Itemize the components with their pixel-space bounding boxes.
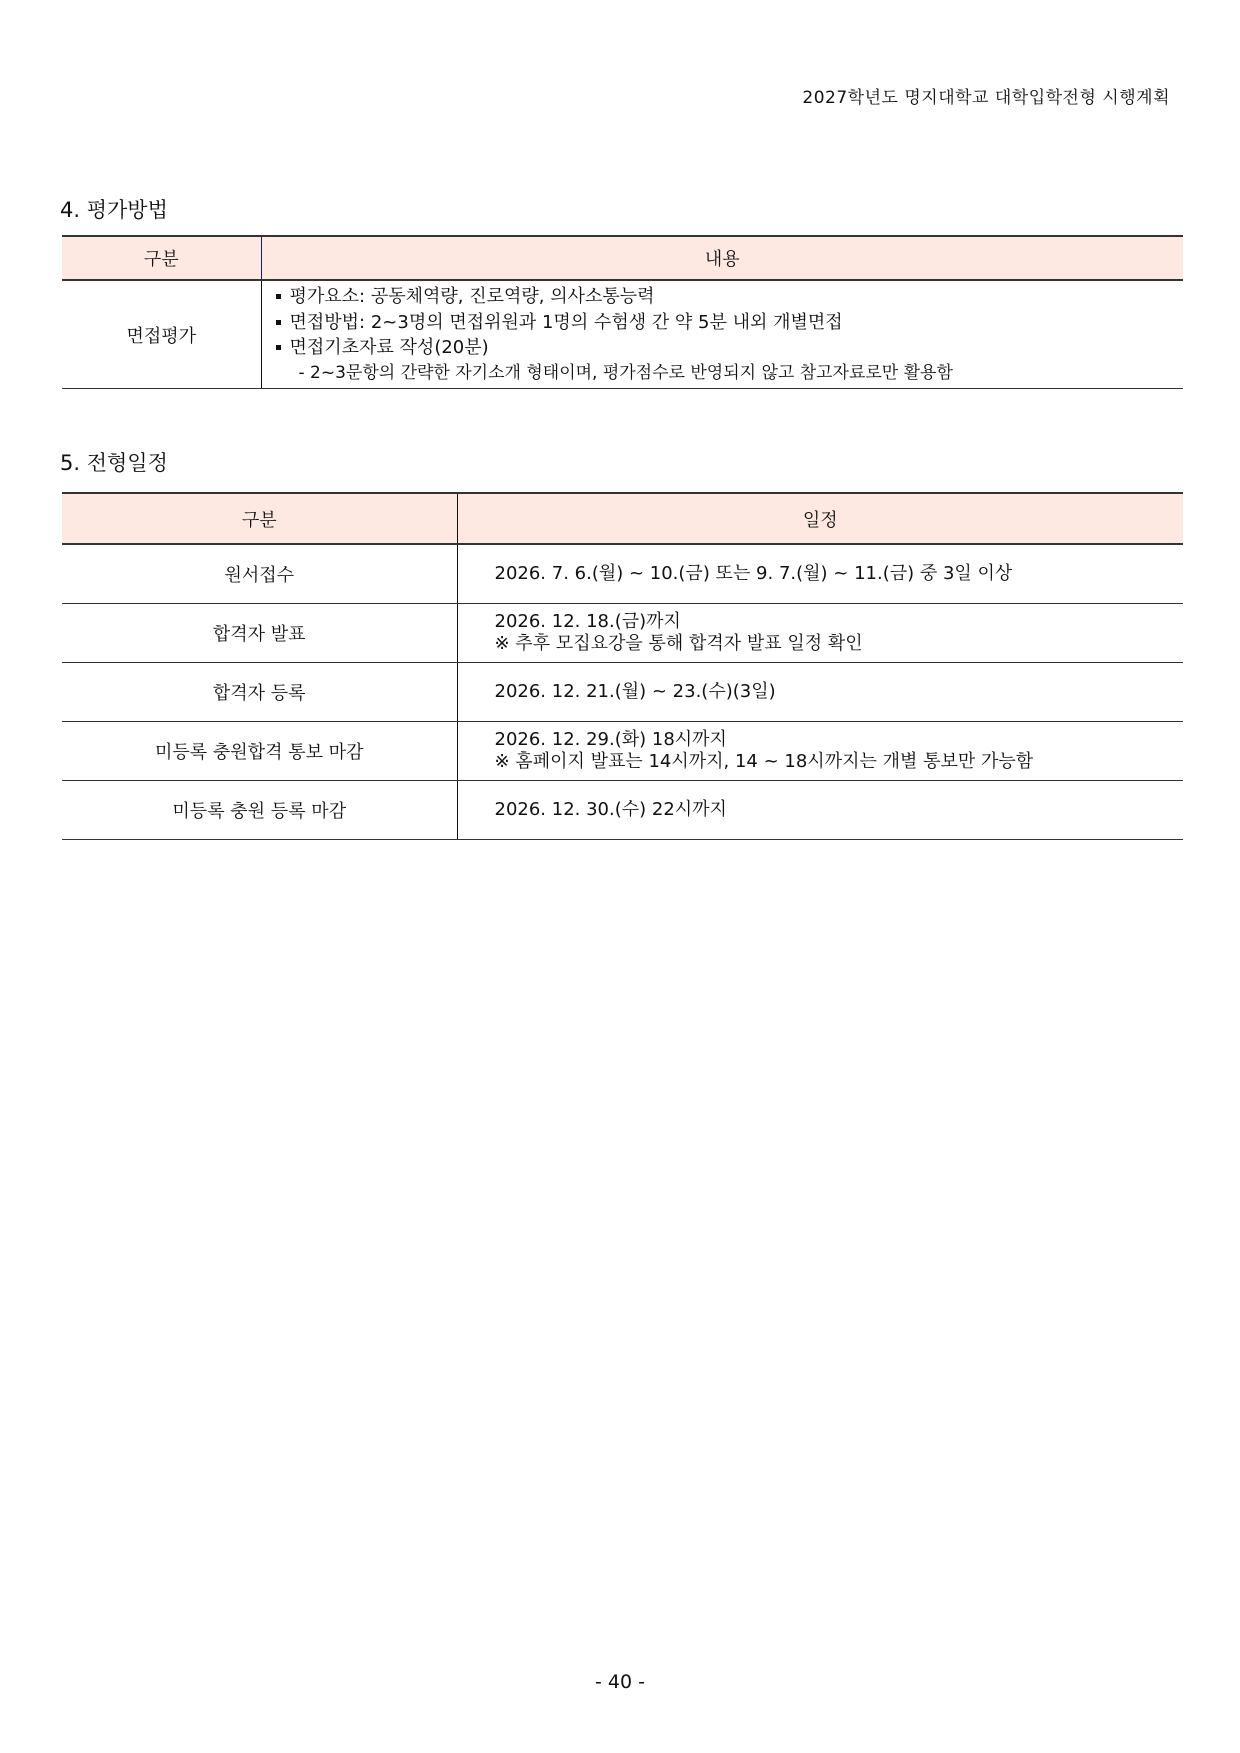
- bullet-text: 면접기초자료 작성(20분): [289, 337, 489, 358]
- category-cell: 원서접수: [62, 544, 457, 604]
- category-cell: 미등록 충원 등록 마감: [62, 781, 457, 840]
- schedule-table: [62, 492, 1183, 840]
- section-title-evaluation-method: 4. 평가방법: [60, 198, 168, 222]
- bullet-item: [274, 284, 1184, 310]
- schedule-date: 2026. 12. 18.(금)까지: [494, 611, 681, 632]
- schedule-cell: [457, 722, 1183, 781]
- schedule-cell: [457, 604, 1183, 663]
- schedule-cell: [457, 663, 1183, 722]
- column-header-category: 구분: [62, 236, 261, 280]
- square-bullet-icon: [276, 294, 281, 299]
- table-header-row: [62, 493, 1183, 544]
- evaluation-method-table: [62, 235, 1183, 389]
- column-header-content: 내용: [261, 236, 1183, 280]
- sub-note: - 2~3문항의 간략한 자기소개 형태이며, 평가점수로 반영되지 않고 참고자료로만 활용함: [298, 362, 953, 383]
- schedule-cell: [457, 781, 1183, 840]
- category-cell: 면접평가: [62, 280, 261, 389]
- table-row: [62, 604, 1183, 663]
- schedule-date: 2026. 12. 30.(수) 22시까지: [494, 799, 727, 820]
- schedule-cell: [457, 544, 1183, 604]
- category-cell: 합격자 발표: [62, 604, 457, 663]
- bullet-item: [274, 335, 1184, 361]
- column-header-category: 구분: [62, 493, 457, 544]
- section-title-schedule: 5. 전형일정: [60, 451, 168, 475]
- schedule-date: 2026. 7. 6.(월) ~ 10.(금) 또는 9. 7.(월) ~ 11.(금) 중 3일 이상: [494, 563, 1013, 584]
- column-header-schedule: 일정: [457, 493, 1183, 544]
- table-row: [62, 544, 1183, 604]
- table-row: [62, 722, 1183, 781]
- table-row: [62, 663, 1183, 722]
- square-bullet-icon: [276, 345, 281, 350]
- table-header-row: [62, 236, 1183, 280]
- schedule-note: ※ 추후 모집요강을 통해 합격자 발표 일정 확인: [494, 633, 863, 654]
- bullet-text: 면접방법: 2~3명의 면접위원과 1명의 수험생 간 약 5분 내외 개별면접: [289, 311, 843, 333]
- bullet-text: 평가요소: 공동체역량, 진로역량, 의사소통능력: [289, 286, 655, 307]
- table-row: [62, 280, 1183, 389]
- running-header: 2027학년도 명지대학교 대학입학전형 시행계획: [802, 88, 1170, 108]
- category-cell: 합격자 등록: [62, 663, 457, 722]
- square-bullet-icon: [276, 320, 281, 325]
- schedule-date: 2026. 12. 21.(월) ~ 23.(수)(3일): [494, 681, 776, 702]
- content-cell: [261, 280, 1183, 389]
- category-cell: 미등록 충원합격 통보 마감: [62, 722, 457, 781]
- page-number: - 40 -: [595, 1671, 645, 1693]
- schedule-date: 2026. 12. 29.(화) 18시까지: [494, 729, 727, 750]
- table-row: [62, 781, 1183, 840]
- bullet-item: [274, 310, 1184, 336]
- schedule-note: ※ 홈페이지 발표는 14시까지, 14 ~ 18시까지는 개별 통보만 가능함: [494, 751, 1034, 772]
